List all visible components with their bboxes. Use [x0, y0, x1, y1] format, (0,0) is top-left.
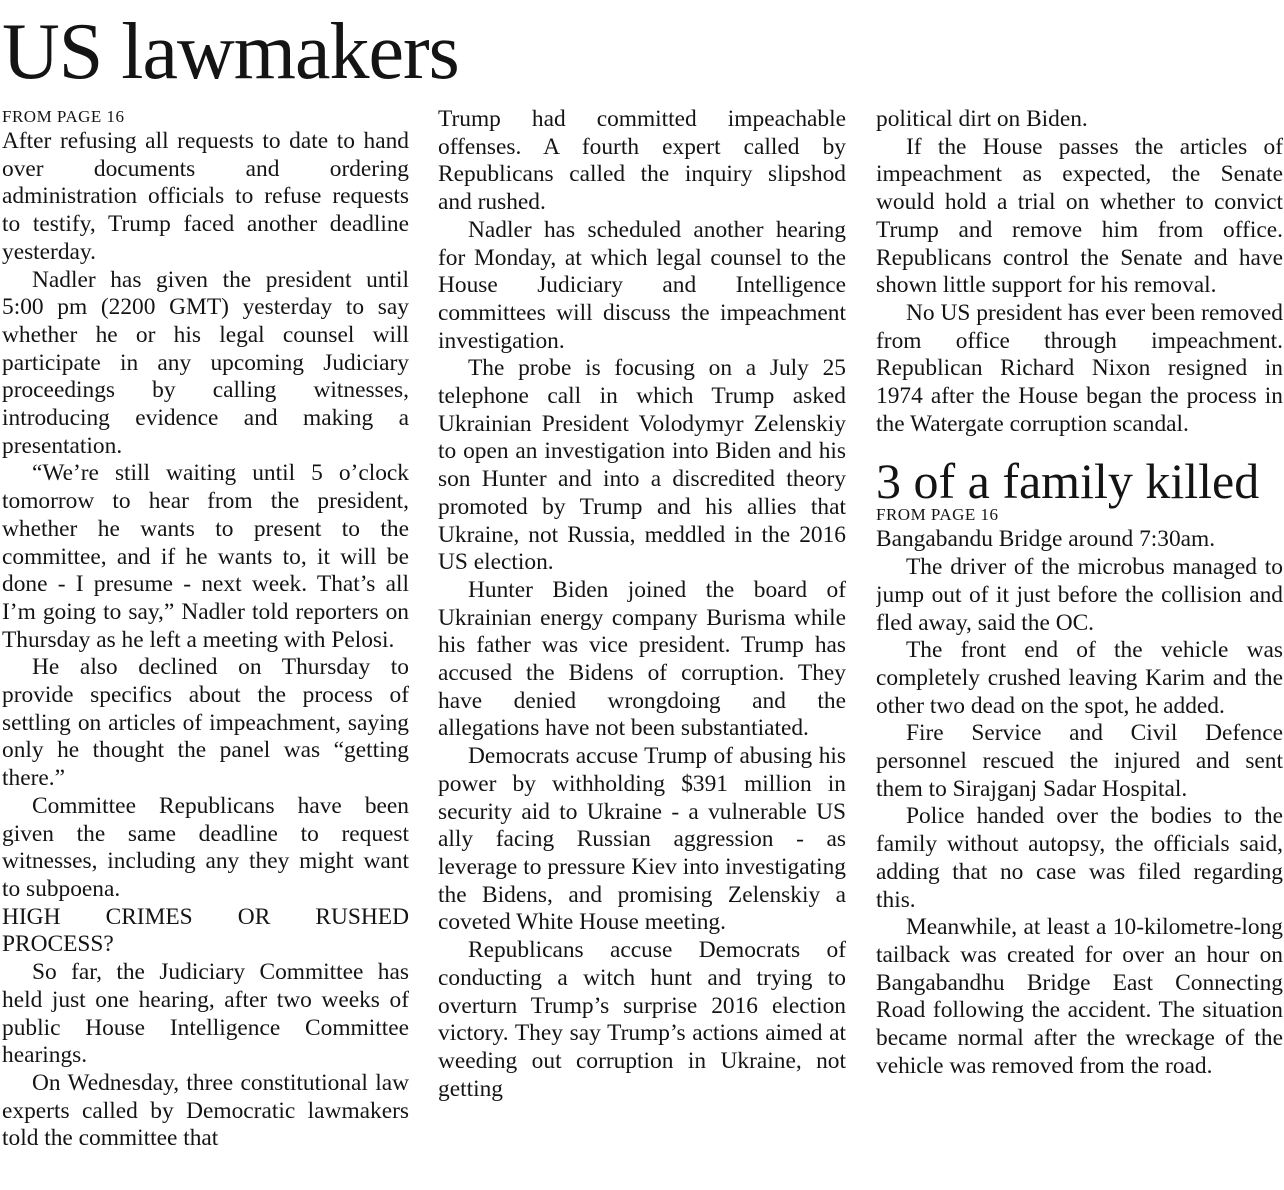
- paragraph: Committee Republicans have been given the same deadline to request witnesses, including any they might want to subpoena.: [2, 792, 409, 902]
- paragraph: Fire Service and Civil Defence personnel rescued the injured and sent them to Sirajganj Sadar Hospital.: [876, 720, 1283, 802]
- paragraph: Nadler has scheduled another hearing for Monday, at which legal counsel to the House Judiciary and Intelligence committees will discuss the impeachment investigation.: [438, 216, 846, 354]
- paragraph: The driver of the microbus managed to jump out of it just before the collision and fled away, said the OC.: [876, 554, 1283, 636]
- subhead: PROCESS?: [2, 931, 114, 958]
- paragraph: political dirt on Biden.: [876, 106, 1088, 132]
- headline-us-lawmakers: US lawmakers: [2, 8, 459, 96]
- paragraph: Police handed over the bodies to the family without autopsy, the officials said, adding that no case was filed regarding this.: [876, 803, 1283, 913]
- paragraph: The front end of the vehicle was completely crushed leaving Karim and the other two dead on the spot, he added.: [876, 637, 1283, 719]
- paragraph: On Wednesday, three constitutional law experts called by Democratic lawmakers told the committee that: [2, 1069, 409, 1152]
- paragraph: No US president has ever been removed from office through impeachment. Republican Richard Nixon resigned in 1974 after the House began the process in the Watergate corruption scandal.: [876, 299, 1283, 437]
- paragraph: The probe is focusing on a July 25 telephone call in which Trump asked Ukrainian President Volodymyr Zelenskiy to open an investigation into Biden and his son Hunter and into a discredited theory promoted by Trump and his allies that Ukraine, not Russia, meddled in the 2016 US election.: [438, 355, 846, 576]
- paragraph: Republicans accuse Democrats of conducting a witch hunt and trying to overturn Trump’s surprise 2016 election victory. They say Trump’s actions aimed at weeding out corruption in Ukraine, not getting: [438, 937, 846, 1102]
- jump-line: FROM PAGE 16: [2, 107, 125, 126]
- column-3: [876, 106, 1283, 1190]
- paragraph: Nadler has given the president until 5:00 pm (2200 GMT) yesterday to say whether he or his legal counsel will participate in any upcoming Judiciary proceedings by calling witnesses, introducing evidence and making a presentation.: [2, 266, 409, 459]
- paragraph: Trump had committed impeachable offenses. A fourth expert called by Republicans called the inquiry slipshod and rushed.: [438, 106, 846, 216]
- article1-column-2: [438, 106, 846, 1190]
- headline-family-killed: 3 of a family killed: [876, 453, 1260, 510]
- jump-line: FROM PAGE 16: [876, 505, 999, 525]
- paragraph: So far, the Judiciary Committee has held just one hearing, after two weeks of public House Intelligence Committee hearings.: [2, 959, 409, 1069]
- paragraph: Hunter Biden joined the board of Ukrainian energy company Burisma while his father was vice president. Trump has accused the Bidens of corruption. They have denied wrongdoing and the allegations have not been substantiated.: [438, 576, 846, 742]
- article1-column-1: [2, 106, 409, 1190]
- paragraph: Bangabandu Bridge around 7:30am.: [876, 526, 1216, 553]
- paragraph: After refusing all requests to date to hand over documents and ordering administration officials to refuse requests to testify, Trump faced another deadline yesterday.: [2, 128, 409, 265]
- subhead: HIGH CRIMES OR RUSHED: [2, 903, 409, 930]
- paragraph: Meanwhile, at least a 10-kilometre-long tailback was created for over an hour on Bangabandhu Bridge East Connecting Road following the accident. The situation became normal after the wreckage of the vehicle was removed from the road.: [876, 914, 1283, 1079]
- paragraph: Democrats accuse Trump of abusing his power by withholding $391 million in security aid to Ukraine - a vulnerable US ally facing Russian aggression - as leverage to pressure Kiev into investigating the Bidens, and promising Zelenskiy a coveted White House meeting.: [438, 743, 846, 936]
- paragraph: “We’re still waiting until 5 o’clock tomorrow to hear from the president, whether he wants to present to the committee, and if he wants to, it will be done - I presume - next week. That’s all I’m going to say,” Nadler told reporters on Thursday as he left a meeting with Pelosi.: [2, 460, 409, 653]
- paragraph: If the House passes the articles of impeachment as expected, the Senate would hold a trial on whether to convict Trump and remove him from office. Republicans control the Senate and have shown little support for his removal.: [876, 133, 1283, 299]
- paragraph: He also declined on Thursday to provide specifics about the process of settling on articles of impeachment, saying only he thought the panel was “getting there.”: [2, 654, 409, 792]
